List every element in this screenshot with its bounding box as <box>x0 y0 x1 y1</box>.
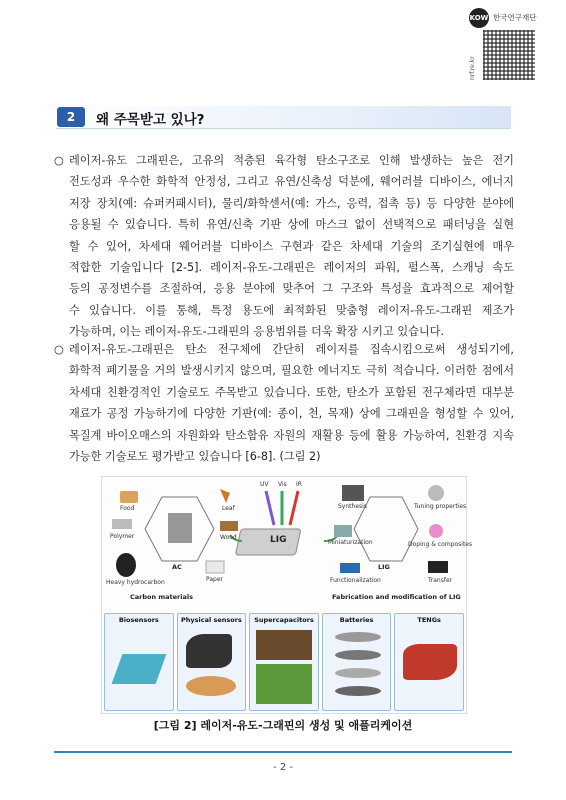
label-synthesis: Synthesis <box>338 503 367 510</box>
panel-title: Supercapacitors <box>254 616 314 624</box>
figure-caption: [그림 2] 레이저-유도-그래핀의 생성 및 애플리케이션 <box>153 719 413 732</box>
panel-batteries <box>322 613 392 711</box>
bullet-icon: ○ <box>54 154 64 167</box>
center-lig-label: LIG <box>270 535 287 545</box>
figure-top-section <box>102 477 473 609</box>
paragraph-1 <box>54 150 514 343</box>
carbon-materials-caption: Carbon materials <box>130 593 193 601</box>
leaf-icon <box>220 489 230 503</box>
section-title: 왜 주목받고 있나? <box>96 112 205 128</box>
label-leaf: Leaf <box>222 505 235 512</box>
qr-code-icon <box>483 30 535 80</box>
label-heavy-hydrocarbon: Heavy hydrocarbon <box>106 579 165 586</box>
label-lig-right: LIG <box>378 563 390 571</box>
page-number: - 2 - <box>273 762 293 773</box>
panel-biosensors <box>104 613 174 711</box>
label-functionalization: Functionalization <box>330 577 381 584</box>
label-doping: Doping & composites <box>408 541 473 548</box>
battery-layer <box>335 650 381 660</box>
label-paper: Paper <box>206 576 223 583</box>
synthesis-image <box>342 485 364 501</box>
battery-layer <box>335 686 381 696</box>
heavy-hydrocarbon-icon <box>116 553 136 577</box>
uv-beam <box>266 491 274 525</box>
label-food: Food <box>120 505 135 512</box>
paragraph-line: 화학적 폐기물을 거의 발생시키지 않으며, 필요한 에너지도 극히 적습니다. 이러한 점에서 <box>69 364 514 378</box>
miniaturization-icon <box>334 525 352 537</box>
tuning-properties-icon <box>428 485 444 501</box>
logo-url: nrf.re.kr <box>469 56 476 80</box>
logo-mark: KOW <box>469 8 489 28</box>
paper-icon <box>206 561 224 573</box>
paragraph-line: 적합한 기술입니다 [2-5]. 레이저-유도-그래핀은 레이저의 파워, 펄스폭, 스캐닝 속도 <box>69 261 514 275</box>
label-miniaturization: Miniaturization <box>328 539 373 546</box>
paragraph-line: 재료가 공정 가능하기에 다양한 기판(예: 종이, 천, 목재) 상에 그래핀을 형성할 수 있어, <box>69 407 514 421</box>
supercapacitor-device-image <box>256 630 312 660</box>
paragraph-line: 저장 장치(예: 슈퍼커패시터), 물리/화학센서(예: 가스, 응력, 접촉 등) 등 다양한 분야에 <box>69 196 514 210</box>
bullet-icon: ○ <box>54 343 64 356</box>
leaf-photo-image <box>256 664 312 704</box>
section-number-badge: 2 <box>57 107 85 127</box>
doping-icon <box>429 524 443 538</box>
paragraph-line: 할 수 있어, 차세대 웨어러블 디바이스 구현과 같은 차세대 기술의 조기실현에 매우 <box>69 239 514 253</box>
paragraph-line: 가능한 기술로도 평가받고 있습니다 [6-8]. (그림 2) <box>69 450 321 464</box>
paragraph-line: 전도성과 우수한 화학적 안정성, 그리고 유연/신축성 덕분에, 웨어러블 디바이스, 에너지 <box>69 175 514 189</box>
panel-title: TENGs <box>417 616 441 624</box>
food-icon <box>120 491 138 503</box>
carbon-network-shape <box>168 513 192 543</box>
shoe-image <box>186 634 232 668</box>
wood-icon <box>220 521 238 531</box>
panel-physical-sensors <box>177 613 247 711</box>
biosensor-image <box>112 654 167 684</box>
label-wood: Wood <box>220 534 237 541</box>
label-tuning-properties: Tuning properties <box>414 503 467 510</box>
teng-device-image <box>403 644 457 680</box>
label-ac: AC <box>172 563 182 571</box>
logo-name: 한국연구재단 <box>493 13 537 22</box>
lig-substrate-shape <box>235 529 301 555</box>
figure-lig-applications <box>101 476 473 714</box>
label-transfer: Transfer <box>428 577 453 584</box>
polymer-icon <box>112 519 132 529</box>
label-uv: UV <box>260 481 269 488</box>
functionalization-icon <box>340 563 360 573</box>
label-polymer: Polymer <box>110 533 135 540</box>
footer-divider <box>54 751 512 753</box>
battery-layer <box>335 668 381 678</box>
paragraph-line: 응용될 수 있습니다. 특히 유연/신축 기판 상에 마스크 없이 선택적으로 패터닝을 실현 <box>69 218 514 232</box>
panel-supercapacitors <box>249 613 319 711</box>
paragraph-line: 레이저-유도-그래핀은 탄소 전구체에 간단히 레이저를 집속시킴으로써 생성되기에, <box>69 343 514 356</box>
paragraph-line: 레이저-유도 그래핀은, 고유의 적층된 육각형 탄소구조로 인해 발생하는 높은 전기 <box>69 154 514 167</box>
label-vis: Vis <box>278 481 287 488</box>
applications-panels <box>102 613 466 711</box>
paragraph-line: 등의 공정변수를 조절하여, 응용 분야에 맞추어 그 구조와 특성을 효과적으로 제어할 <box>69 282 514 296</box>
paragraph-line: 가능하며, 이는 레이저-유도-그래핀의 응용범위를 더욱 확장 시키고 있습니다. <box>69 325 445 339</box>
paragraph-2 <box>54 339 514 467</box>
panel-tengs <box>394 613 464 711</box>
panel-title: Physical sensors <box>181 616 242 624</box>
institution-logo <box>469 8 547 80</box>
insole-image <box>186 676 236 696</box>
paragraph-line: 차세대 친환경적인 기술로도 주목받고 있습니다. 또한, 탄소가 포함된 전구체라면 대부분 <box>69 385 514 399</box>
battery-layer <box>335 632 381 642</box>
fabrication-caption: Fabrication and modification of LIG <box>332 593 461 601</box>
panel-title: Batteries <box>339 616 374 624</box>
transfer-icon <box>428 561 448 573</box>
ir-beam <box>290 491 298 525</box>
paragraph-line: 목질계 바이오매스의 자원화와 탄소함유 자원의 재활용 등에 활용 가능하여, 친환경 지속 <box>69 428 514 442</box>
label-ir: IR <box>296 481 302 488</box>
paragraph-line: 수 있습니다. 이를 통해, 특정 용도에 최적화된 맞춤형 레이저-유도-그래핀 제조가 <box>69 303 514 317</box>
panel-title: Biosensors <box>118 616 159 624</box>
